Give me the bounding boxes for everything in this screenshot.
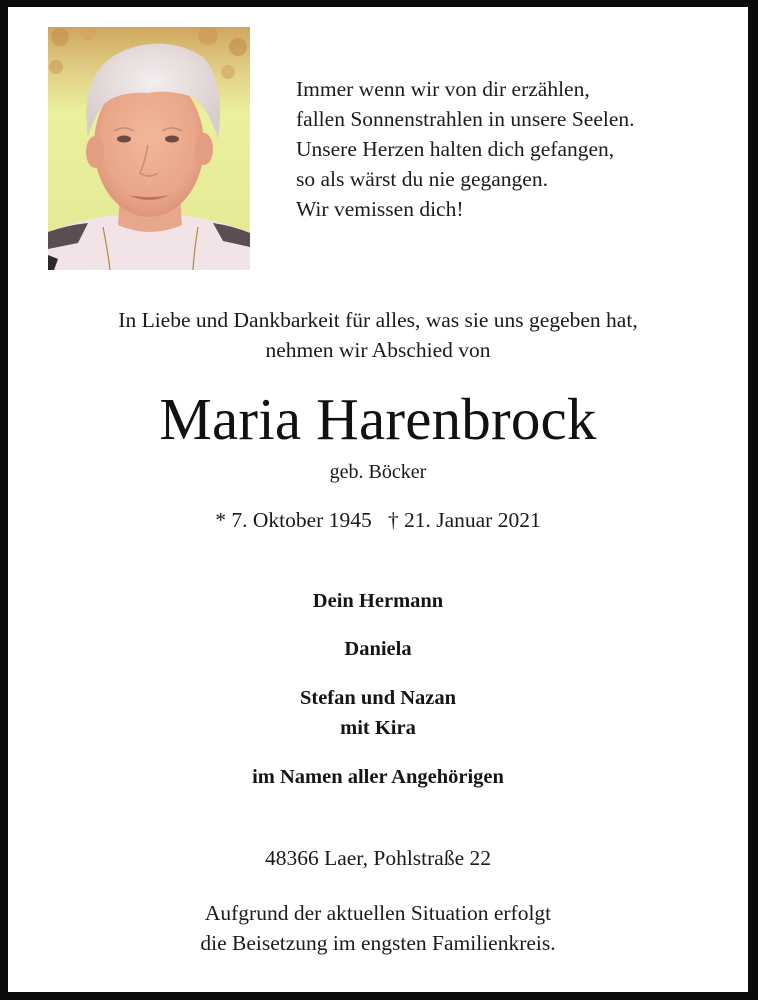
mourner-line: Daniela [344, 638, 412, 660]
poem-line: so als wärst du nie gegangen. [296, 167, 548, 191]
poem-line: Wir vemissen dich! [296, 197, 464, 221]
intro-line: nehmen wir Abschied von [265, 338, 491, 362]
burial-notice [8, 898, 748, 958]
mourner-line: Stefan und Nazan [299, 687, 457, 709]
portrait-image [48, 27, 250, 270]
poem-line: fallen Sonnenstrahlen in unsere Seelen. [296, 107, 635, 131]
poem-line: Immer wenn wir von dir erzählen, [296, 77, 590, 101]
portrait-photo [48, 27, 250, 270]
notice-line: die Beisetzung im engsten Familienkreis. [200, 931, 556, 955]
mourner-line: Dein Hermann [312, 590, 444, 612]
life-dates: * 7. Oktober 1945 † 21. Januar 2021 [215, 508, 541, 532]
poem-line: Unsere Herzen halten dich gefangen, [296, 137, 615, 161]
deceased-name: Maria Harenbrock [159, 386, 597, 452]
intro-text [8, 305, 748, 365]
maiden-name: geb. Böcker [329, 461, 427, 483]
poem [296, 74, 635, 224]
mourner-line: im Namen aller Angehörigen [252, 766, 504, 788]
mourner-line: mit Kira [340, 717, 416, 739]
notice-line: Aufgrund der aktuellen Situation erfolgt [204, 901, 552, 925]
family-address: 48366 Laer, Pohlstraße 22 [264, 846, 492, 870]
intro-line: In Liebe und Dankbarkeit für alles, was sie uns gegeben hat, [118, 308, 638, 332]
